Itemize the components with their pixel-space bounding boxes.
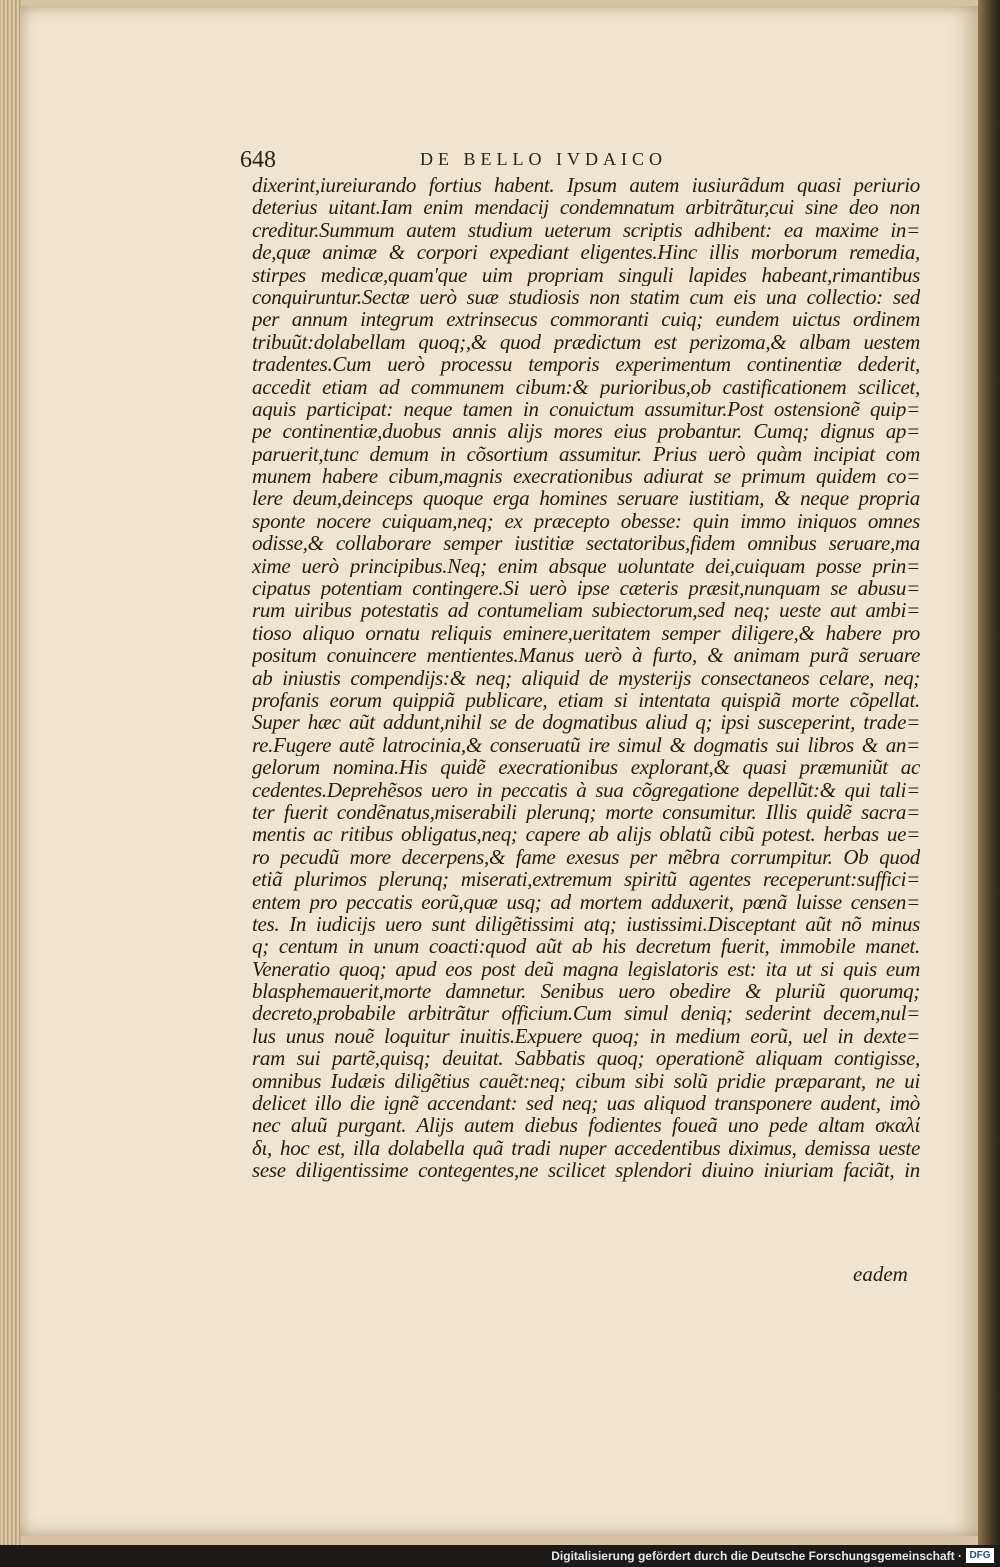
text-line: delicet illo die ignẽ accendant: sed neq; uas aliquod transponere audent, imò [252,1092,920,1115]
text-line: accedit etiam ad communem cibum:& purioribus,ob castificationem scilicet, [252,375,920,398]
text-line: mentis ac ritibus obligatus,neq; capere ab alijs oblatũ cibũ potest. herbas ue= [252,823,920,846]
text-line: re.Fugere autẽ latrocinia,& conseruatũ ire simul & dogmatis sui libros & an= [252,733,920,757]
text-line: sponte nocere cuiquam,neq; ex præcepto obesse: quin immo iniquos omnes [252,509,920,533]
text-line: stirpes medicæ,quam'que uim propriam singuli lapides habeant,rimantibus [252,263,920,286]
text-line: conquiruntur.Sectæ uerò suæ studiosis non statim cum eis una collectio: sed [252,285,920,309]
text-line: ab iniustis compendijs:& neq; aliquid de mysterijs consectaneos celare, neq; [252,666,920,689]
text-line: blasphemauerit,morte damnetur. Senibus uero obedire & pluriũ quorumq; [252,980,920,1003]
text-block [252,174,920,1182]
text-line: etiã plurimos plerunq; miserati,extremum spiritũ agentes receperunt:suffici= [252,868,920,891]
text-line: ter fuerit condẽnatus,miserabili plerunq; morte consumitur. Illis quidẽ sacra= [252,800,920,824]
text-line: profanis eorum quippiã publicare, etiam si intentata quispiã morte cõpellat. [252,688,920,712]
text-line: ro pecudũ more decerpens,& fame exesus per mẽbra corrumpitur. Ob quod [252,845,920,869]
text-line: decreto,probabile arbitrãtur officium.Cum simul deniq; sederint decem,nul= [252,1002,920,1025]
text-line: ram sui partẽ,quisq; deuitat. Sabbatis quoq; operationẽ aliquam contigisse, [252,1047,920,1070]
running-head [240,147,980,177]
text-line: entem pro peccatis eorũ,quæ usq; ad mortem adduxerit, pœnã luisse censen= [252,890,920,913]
text-line: tribuũt:dolabellam quoq;,& quod prædictum est perizoma,& albam uestem [252,330,920,354]
footer-bar [0,1545,1000,1567]
page-edges [0,0,22,1545]
text-line: deterius uitant.Iam enim mendacij condemnatum arbitrãtur,cui sine deo non [252,196,920,219]
text-line: cipatus potentiam contingere.Si uerò ipse cæteris præsit,nunquam se abusu= [252,577,920,600]
text-line: tradentes.Cum uerò processu temporis experimentum continentiæ dederit, [252,353,920,376]
text-line: omnibus Iudæis diligẽtius cauẽt:neq; cibum sibi solũ pridie præparant, ne ui [252,1069,920,1093]
text-line: tioso aliquo ornatu reliquis eminere,ueritatem semper diligere,& habere pro [252,621,920,645]
text-line: Super hæc aũt addunt,nihil se de dogmatibus aliud q; ipsi susceperint, trade= [252,711,920,734]
text-line: δι, hoc est, illa dolabella quã tradi nuper accedentibus diximus, demissa ueste [252,1136,920,1160]
dfg-logo-icon: DFG [966,1548,994,1563]
text-line: xime uerò principibus.Neq; enim absque uoluntate dei,cuiquam posse prin= [252,554,920,578]
text-line: munem habere cibum,magnis execrationibus adiurat se primum quidem co= [252,465,920,488]
text-line: creditur.Summum autem studium ueterum scriptis adhibent: ea maxime in= [252,218,920,242]
text-line: nec aluũ purgant. Alijs autem diebus fodientes foueã uno pede altam σκαλί [252,1114,920,1137]
catchword: eadem [853,1262,908,1286]
text-line: gelorum nomina.His quidẽ execrationibus explorant,& quasi præmuniũt ac [252,756,920,779]
text-line: tes. In iudicijs uero sunt diligẽtissimi atq; iustissimi.Disceptant aũt nõ minus [252,912,920,936]
text-line: rum uiribus potestatis ad contumeliam subiectorum,sed neq; ueste aut ambi= [252,599,920,622]
page-number: 648 [240,147,276,173]
text-line: paruerit,tunc demum in cõsortium assumitur. Prius uerò quàm incipiat com [252,442,920,466]
text-line: dixerint,iureiurando fortius habent. Ipsum autem iusiurãdum quasi periurio [252,174,920,197]
text-line: sese diligentissime contegentes,ne scilicet splendori diuino iniuriam faciãt, in [252,1159,920,1182]
text-line: q; centum in unum coacti:quod aũt ab his decretum fuerit, immobile manet. [252,935,920,958]
text-line: pe continentiæ,duobus annis alijs mores eius probantur. Cumq; dignus ap= [252,420,920,443]
book-gutter [978,0,1000,1545]
text-line: per annum integrum extrinsecus commoranti cuiq; eundem uictus ordinem [252,308,920,331]
text-line: de,quæ animæ & corpori expediant eligentes.Hinc illis morborum remedia, [252,241,920,264]
text-line: aquis participat: neque tamen in conuictum assumitur.Post ostensionẽ quip= [252,397,920,421]
text-line: positum conuincere mentientes.Manus uerò à furto, & animam purã seruare [252,644,920,667]
text-line: cedentes.Deprehẽsos uero in peccatis à sua cõgregatione depellũt:& qui tali= [252,778,920,801]
running-title: DE BELLO IVDAICO [420,149,667,169]
funding-credit: Digitalisierung gefördert durch die Deutsche Forschungsgemeinschaft · [551,1549,962,1563]
text-line: lus unus nouẽ loquitur inuitis.Expuere quoq; in medium eorũ, uel in dexte= [252,1024,920,1048]
text-line: Veneratio quoq; apud eos post deũ magna legislatoris est: ita ut si quis eum [252,957,920,981]
text-line: odisse,& collaborare semper iustitiæ sectatoribus,fidem omnibus seruare,ma [252,532,920,555]
text-line: lere deum,deinceps quoque erga homines seruare iustitiam, & neque propria [252,487,920,510]
